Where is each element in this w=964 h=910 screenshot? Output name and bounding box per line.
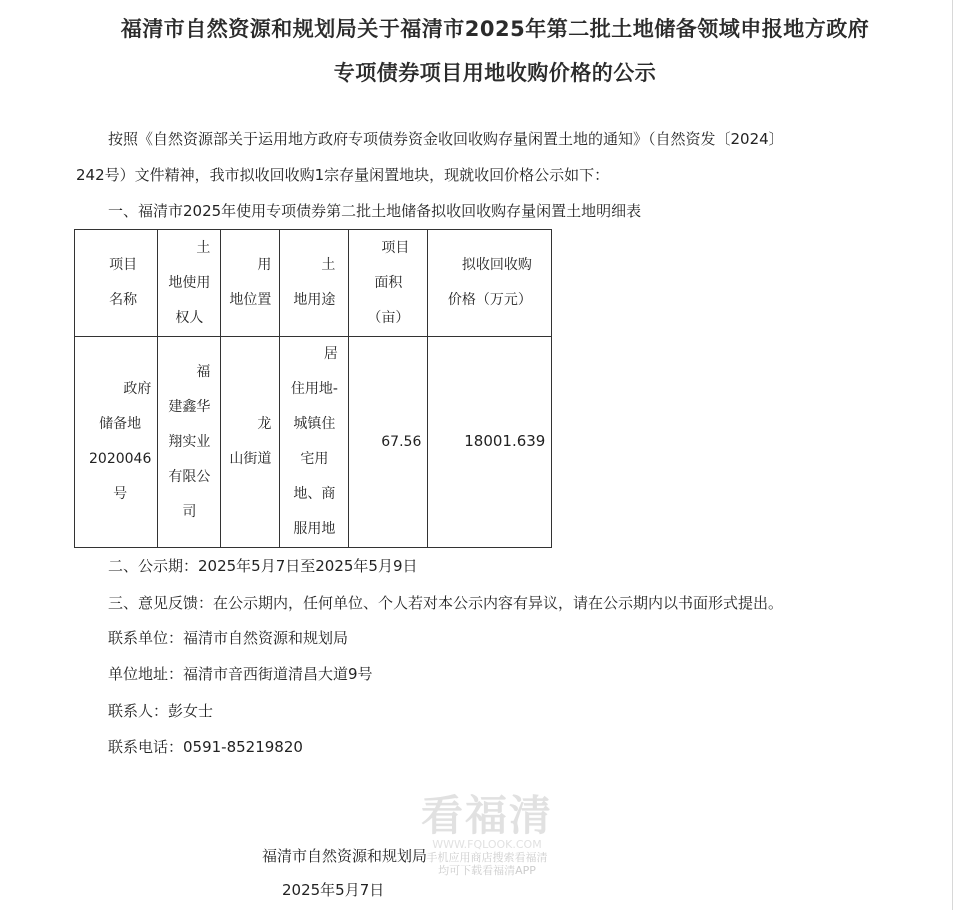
cell-line: 67.56 [381,433,422,450]
cell-line: 2020046 [89,451,152,467]
header-line: 土 [321,257,336,273]
header-line: 权人 [175,309,204,326]
intro-line-2: 242号）文件精神，我市拟收回收购1宗存量闲置地块，现就收回价格公示如下： [76,166,610,184]
header-line: 项目 [109,257,138,273]
cell-line: 龙 [257,416,272,432]
header-land-location [221,230,280,337]
cell-line: 住用地- [290,381,338,397]
cell-land-owner [158,337,221,548]
watermark-line-1: 手机应用商店搜索看福清 [426,851,548,864]
watermark-brand: 看福清 [420,791,553,840]
cell-line: 储备地 [99,416,142,432]
cell-line: 翔实业 [168,433,211,450]
contact-person: 联系人：彭女士 [108,702,214,720]
header-line: 土 [196,239,211,256]
cell-line: 政府 [123,381,152,397]
cell-line: 福 [196,363,211,380]
cell-area [349,337,428,548]
cell-line: 建鑫华 [168,398,211,415]
header-line: 名称 [109,292,138,308]
watermark-url: WWW.FQLOOK.COM [432,838,542,851]
cell-line: 城镇住 [293,416,336,432]
cell-price [428,337,552,548]
header-line: 价格（万元） [447,292,532,308]
cell-line: 服用地 [293,521,336,537]
contact-phone: 联系电话：0591-85219820 [108,738,303,756]
signature-org: 福清市自然资源和规划局 [262,847,428,865]
header-line: 地使用 [168,274,211,291]
table-header-row [75,230,552,337]
signature-date: 2025年5月7日 [282,881,385,899]
intro-line-1: 按照《自然资源部关于运用地方政府专项债券资金收回收购存量闲置土地的通知》（自然资发〔2024〕 [108,130,784,148]
header-price [428,230,552,337]
header-land-use [280,230,349,337]
cell-line: 18001.639 [464,432,546,450]
header-line: 地用途 [293,292,336,308]
land-detail-table [74,229,552,548]
cell-line: 号 [113,486,128,502]
cell-line: 居 [323,346,338,362]
header-project-name [75,230,158,337]
cell-line: 地、商 [293,486,336,502]
header-line: 项目 [381,239,410,256]
header-area [349,230,428,337]
contact-address: 单位地址：福清市音西街道清昌大道9号 [108,665,373,683]
page-right-border [952,0,953,910]
contact-unit: 联系单位：福清市自然资源和规划局 [108,629,349,647]
cell-line: 宅用 [300,451,329,467]
cell-line: 有限公 [168,468,211,485]
header-land-owner [158,230,221,337]
cell-land-location [221,337,280,548]
header-line: 拟收回收购 [461,257,532,273]
watermark [412,793,562,877]
header-line: 地位置 [229,292,272,308]
section-2-publicity-period: 二、公示期：2025年5月7日至2025年5月9日 [108,557,418,575]
header-line: （亩） [367,309,410,326]
header-line: 用 [257,257,272,273]
cell-project-name [75,337,158,548]
cell-line: 山街道 [229,451,272,467]
page-title-line-2: 专项债券项目用地收购价格的公示 [333,61,657,85]
section-3-feedback: 三、意见反馈：在公示期内，任何单位、个人若对本公示内容有异议，请在公示期内以书面形式提出。 [108,594,784,612]
table-row [75,337,552,548]
page-title-line-1: 福清市自然资源和规划局关于福清市2025年第二批土地储备领域申报地方政府 [120,17,870,41]
header-line: 面积 [374,274,403,291]
cell-line: 司 [182,503,197,520]
watermark-line-2: 均可下载看福清APP [438,864,536,877]
section-1-heading: 一、福清市2025年使用专项债券第二批土地储备拟收回收购存量闲置土地明细表 [108,202,642,220]
cell-land-use [280,337,349,548]
